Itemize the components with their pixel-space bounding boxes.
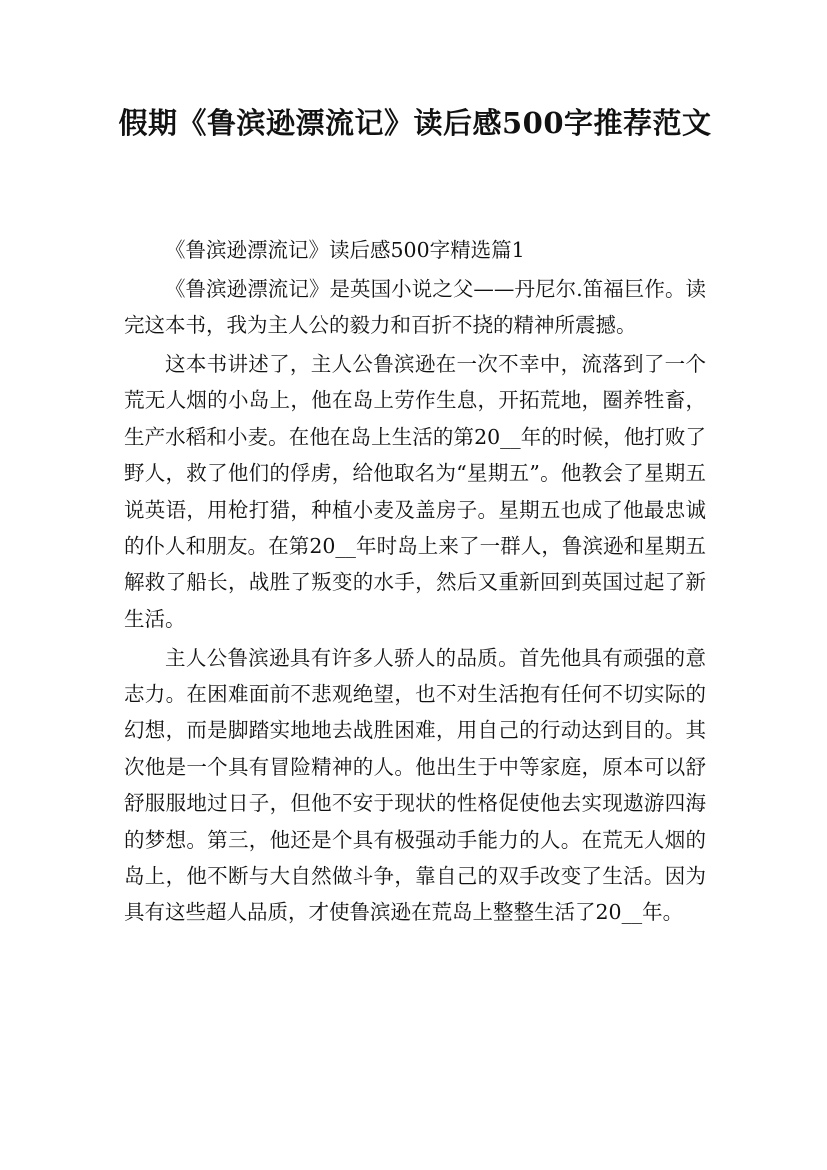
section-heading: 《鲁滨逊漂流记》读后感500字精选篇1 [165, 238, 525, 262]
paragraph: 主人公鲁滨逊具有许多人骄人的品质。首先他具有顽强的意志力。在困难面前不悲观绝望，也不对生活抱有任何不切实际的幻想，而是脚踏实地地去战胜困难，用自己的行动达到目的。其次他是一个具有冒险精神的人。他出生于中等家庭，原本可以舒舒服服地过日子，但他不安于现状的性格促使他去实现遨游四海的梦想。第三，他还是个具有极强动手能力的人。在荒无人烟的岛上，他不断与大自然做斗争，靠自己的双手改变了生活。因为具有这些超人品质，才使鲁滨逊在荒岛上整整生活了20__年。 [124, 645, 706, 925]
document-title: 假期《鲁滨逊漂流记》读后感500字推荐范文 [118, 106, 712, 140]
document-body [124, 232, 706, 931]
paragraph: 这本书讲述了，主人公鲁滨逊在一次不幸中，流落到了一个荒无人烟的小岛上，他在岛上劳作生息，开拓荒地，圈养牲畜，生产水稻和小麦。在他在岛上生活的第20__年的时候，他打败了野人，救了他们的俘虏，给他取名为“星期五”。他教会了星期五说英语，用枪打猎，种植小麦及盖房子。星期五也成了他最忠诚的仆人和朋友。在第20__年时岛上来了一群人，鲁滨逊和星期五解救了船长，战胜了叛变的水手，然后又重新回到英国过起了新生活。 [124, 352, 706, 631]
paragraph: 《鲁滨逊漂流记》是英国小说之父——丹尼尔.笛福巨作。读完这本书，我为主人公的毅力和百折不挠的精神所震撼。 [124, 276, 706, 338]
